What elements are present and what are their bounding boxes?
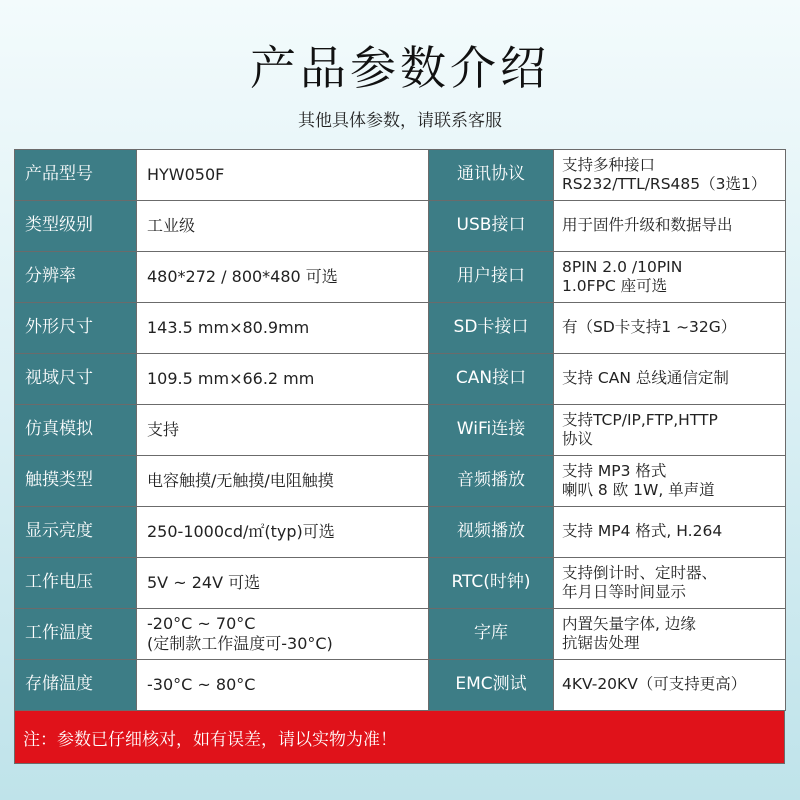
table-row [15,354,786,405]
param-value [554,660,786,711]
param-label: SD卡接口 [429,303,554,354]
param-value-line: 支持多种接口 [562,155,656,174]
param-value [137,456,429,507]
param-label: 工作电压 [15,558,137,609]
param-value-line: 用于固件升级和数据导出 [562,216,733,235]
param-value-line: 5V ~ 24V 可选 [147,573,261,592]
disclaimer-note: 注：参数已仔细核对，如有误差，请以实物为准！ [14,710,785,764]
param-label: 通讯协议 [429,150,554,201]
param-value [137,150,429,201]
param-value [554,354,786,405]
table-row [15,558,786,609]
spec-table-body [15,150,786,711]
param-value-line: 250-1000cd/㎡(typ)可选 [147,522,335,541]
table-row [15,405,786,456]
param-label: 音频播放 [429,456,554,507]
param-label: WiFi连接 [429,405,554,456]
param-label: 视频播放 [429,507,554,558]
param-value [137,405,429,456]
param-value-line: 喇叭 8 欧 1W, 单声道 [562,481,715,499]
param-value [554,558,786,609]
param-value [554,507,786,558]
table-row [15,456,786,507]
param-value [137,201,429,252]
param-value [554,303,786,354]
table-row [15,252,786,303]
param-value-line: 电容触摸/无触摸/电阻触摸 [147,471,334,490]
table-row [15,609,786,660]
param-value-line: (定制款工作温度可-30°C) [147,634,333,653]
param-label: 工作温度 [15,609,137,660]
param-value [554,150,786,201]
table-row [15,150,786,201]
table-row [15,303,786,354]
table-row [15,201,786,252]
param-label: EMC测试 [429,660,554,711]
param-value [137,507,429,558]
param-value-line: 4KV-20KV（可支持更高） [562,675,747,694]
spec-table [14,149,786,711]
param-value-line: 工业级 [147,216,196,235]
table-row [15,660,786,711]
param-value-line: 支持 CAN 总线通信定制 [562,369,729,388]
param-value-line: 支持倒计时、定时器、 [562,563,718,582]
param-value-line: HYW050F [147,165,225,184]
param-label: 类型级别 [15,201,137,252]
param-value-line: 8PIN 2.0 /10PIN [562,257,683,276]
param-label: 分辨率 [15,252,137,303]
param-label: 用户接口 [429,252,554,303]
param-value-line: 480*272 / 800*480 可选 [147,267,338,286]
page-title: 产品参数介绍 [250,41,550,95]
param-value-line: 支持 MP3 格式 [562,461,667,480]
param-label: 存储温度 [15,660,137,711]
page-subtitle: 其他具体参数，请联系客服 [298,111,502,131]
table-row [15,507,786,558]
param-label: 仿真模拟 [15,405,137,456]
param-label: RTC(时钟) [429,558,554,609]
param-value-line: 1.0FPC 座可选 [562,277,668,295]
param-value-line: 年月日等时间显示 [562,583,687,601]
param-value [554,201,786,252]
param-value [554,609,786,660]
param-value [554,405,786,456]
param-value-line: 支持 MP4 格式, H.264 [562,522,723,541]
param-value-line: RS232/TTL/RS485（3选1） [562,175,767,193]
param-value [554,456,786,507]
param-label: 显示亮度 [15,507,137,558]
param-label: 字库 [429,609,554,660]
param-label: 视域尺寸 [15,354,137,405]
param-value [137,303,429,354]
param-label: 外形尺寸 [15,303,137,354]
param-value-line: 支持TCP/IP,FTP,HTTP [562,410,718,429]
param-value-line: 109.5 mm×66.2 mm [147,369,315,388]
param-value-line: 协议 [562,430,594,448]
param-label: USB接口 [429,201,554,252]
param-value-line: 抗锯齿处理 [562,634,640,652]
param-value-line: -30°C ~ 80°C [147,675,256,694]
param-label: CAN接口 [429,354,554,405]
param-value-line: 内置矢量字体, 边缘 [562,614,696,633]
param-value [137,252,429,303]
param-label: 产品型号 [15,150,137,201]
param-value [137,609,429,660]
param-value [554,252,786,303]
param-value-line: 有（SD卡支持1 ~32G） [562,318,737,337]
param-value-line: -20°C ~ 70°C [147,614,256,633]
param-value [137,354,429,405]
param-value-line: 143.5 mm×80.9mm [147,318,310,337]
param-value-line: 支持 [147,420,180,439]
param-value [137,660,429,711]
param-value [137,558,429,609]
param-label: 触摸类型 [15,456,137,507]
